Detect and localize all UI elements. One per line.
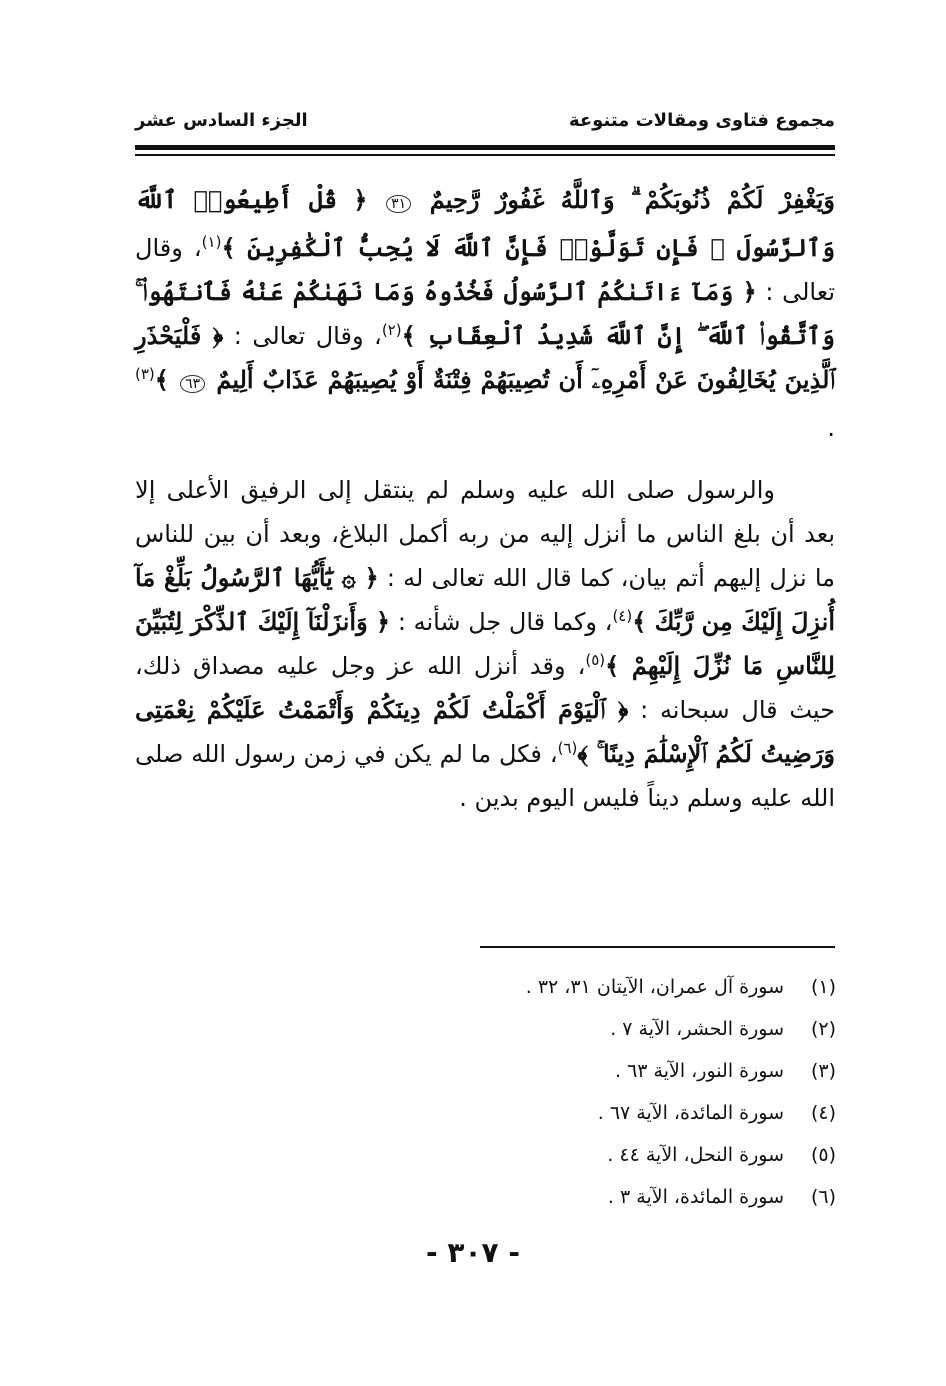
quran-verse-3: ﴿ فَلْيَحْذَرِ ٱلَّذِينَ يُخَالِفُونَ عَنْ أَمْرِهِۦٓ أَن تُصِيبَهُمْ فِتْنَةٌ أَوْ يُصِيبَهُمْ عَذَابٌ أَلِيمٌ	[135, 321, 835, 394]
footnote-ref-6[interactable]: (٦)	[557, 739, 578, 757]
footnote-item	[436, 1060, 836, 1102]
quran-verse-1: ﴿ قُلْ أَطِيعُوا۟ ٱللَّهَ وَٱلرَّسُولَ ۖ فَإِن تَوَلَّوْا۟ فَإِنَّ ٱللَّهَ لَا يُحِبُّ ٱلْكَٰفِرِينَ ﴾	[135, 185, 836, 262]
quran-verse-4: ﴿ ۞ يَٰٓأَيُّهَا ٱلرَّسُولُ بَلِّغْ مَآ أُنزِلَ إِلَيْكَ مِن رَّبِّكَ ﴾	[135, 563, 835, 636]
text-segment: .	[827, 414, 835, 442]
footnote-number: (٣)	[810, 1060, 836, 1082]
main-text	[135, 178, 835, 838]
footnote-item	[436, 976, 836, 1018]
footnote-ref-1[interactable]: (١)	[201, 233, 222, 251]
page-number: - ٣٠٧ -	[425, 1236, 521, 1269]
text-segment: ، وقد أنزل الله عز وجل عليه مصداق ذلك، حيث قال سبحانه :	[135, 652, 835, 724]
header-rule-thin	[135, 154, 835, 156]
footnote-item	[436, 1144, 836, 1186]
text-segment: ، فكل ما لم يكن في زمن رسول الله صلى الله عليه وسلم ديناً فليس اليوم بدين .	[135, 740, 835, 812]
text-segment: والرسول صلى الله عليه وسلم لم ينتقل إلى الرفيق الأعلى إلا بعد أن بلغ الناس ما أنزل إليه من ربه أكمل البلاغ، وبعد أن بين للناس ما نزل إليهم أتم بيان، كما قال الله تعالى له :	[135, 476, 835, 592]
footnote-item	[436, 1102, 836, 1144]
paragraph-2	[135, 468, 835, 820]
footnote-item	[436, 1186, 836, 1228]
footnote-text: سورة الحشر، الآية ٧ .	[610, 1018, 784, 1040]
running-header	[135, 110, 835, 131]
footnote-separator	[480, 946, 835, 948]
footnote-number: (٥)	[810, 1144, 836, 1166]
book-title: مجموع فتاوى ومقالات متنوعة	[568, 110, 835, 131]
footnote-text: سورة المائدة، الآية ٦٧ .	[597, 1102, 784, 1124]
footnote-number: (٢)	[810, 1018, 836, 1040]
footnote-text: سورة النحل، الآية ٤٤ .	[607, 1144, 784, 1166]
footnote-number: (١)	[810, 976, 836, 998]
footnotes-list	[436, 976, 836, 1228]
text-segment: ، وقال تعالى :	[135, 234, 835, 306]
quran-verse-6: ﴿ ٱلْيَوْمَ أَكْمَلْتُ لَكُمْ دِينَكُمْ وَأَتْمَمْتُ عَلَيْكُمْ نِعْمَتِى وَرَضِيتُ لَكُمُ ٱلْإِسْلَٰمَ دِينًا ۚ ﴾	[135, 695, 836, 768]
footnote-ref-4[interactable]: (٤)	[612, 607, 633, 625]
quran-verse-5: ﴿ وَأَنزَلْنَآ إِلَيْكَ ٱلذِّكْرَ لِتُبَيِّنَ لِلنَّاسِ مَا نُزِّلَ إِلَيْهِمْ ﴾	[135, 607, 835, 680]
text-segment: ، وكما قال جل شأنه :	[397, 608, 613, 636]
header-rule-thick	[135, 145, 835, 150]
text-segment: ، وقال تعالى :	[233, 322, 382, 350]
ayah-number-marker: ٣١	[386, 195, 411, 213]
quran-verse-lead: وَيَغْفِرْ لَكُمْ ذُنُوبَكُمْ ۗ وَٱللَّهُ غَفُورٌ رَّحِيمٌ	[429, 185, 835, 214]
paragraph-1	[135, 178, 835, 450]
footnote-item	[436, 1018, 836, 1060]
footnote-ref-3[interactable]: (٣)	[135, 365, 155, 383]
volume-label: الجزء السادس عشر	[135, 110, 308, 131]
footnote-text: سورة النور، الآية ٦٣ .	[614, 1060, 784, 1082]
quran-verse-2: ﴿ وَمَآ ءَاتَىٰكُمُ ٱلرَّسُولُ فَخُذُوهُ وَمَا نَهَىٰكُمْ عَنْهُ فَٱنتَهُوا۟ ۚ وَٱتَّقُوا۟ ٱللَّهَ ۖ إِنَّ ٱللَّهَ شَدِيدُ ٱلْعِقَابِ ﴾	[135, 277, 835, 350]
footnote-ref-5[interactable]: (٥)	[585, 651, 606, 669]
footnote-text: سورة المائدة، الآية ٣ .	[607, 1186, 784, 1208]
footnote-text: سورة آل عمران، الآيتان ٣١، ٣٢ .	[525, 976, 784, 998]
footnote-number: (٦)	[810, 1186, 836, 1208]
ayah-number-marker: ٦٣	[180, 375, 205, 393]
footnote-ref-2[interactable]: (٢)	[381, 321, 402, 339]
footnote-number: (٤)	[810, 1102, 836, 1124]
quran-bracket-close: ﴾	[154, 365, 169, 394]
